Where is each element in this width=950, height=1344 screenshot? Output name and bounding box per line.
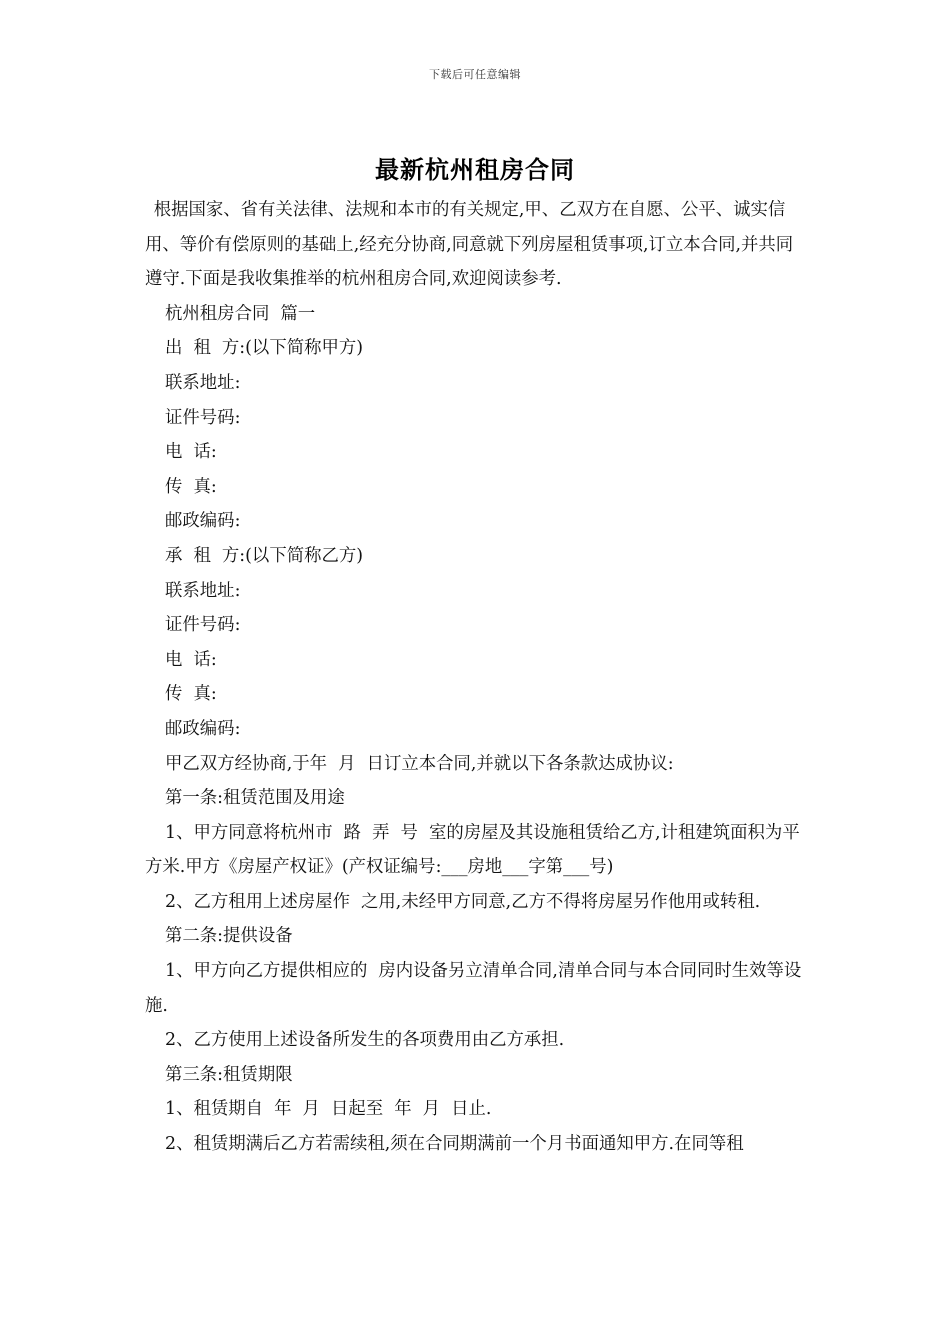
lessee-postcode-line: 邮政编码: bbox=[165, 718, 241, 739]
lessee-fax-line: 传 真: bbox=[165, 684, 217, 705]
article-three-clause-2: 2、租赁期满后乙方若需续租,须在合同期满前一个月书面通知甲方.在同等租 bbox=[165, 1134, 744, 1155]
document-title: 最新杭州租房合同 bbox=[375, 156, 575, 184]
article-two-clause-1: 1、甲方向乙方提供相应的 房内设备另立清单合同,清单合同与本合同同时生效等设施. bbox=[145, 961, 802, 1016]
article-two-heading: 第二条:提供设备 bbox=[165, 926, 293, 947]
article-one-clause-1: 1、甲方同意将杭州市 路 弄 号 室的房屋及其设施租赁给乙方,计租建筑面积为平方米.甲方《房屋产权证》(产权证编号:___房地___字第___号) bbox=[145, 822, 800, 878]
lessee-id-line: 证件号码: bbox=[165, 615, 241, 636]
lessor-postcode-line: 邮政编码: bbox=[165, 511, 241, 532]
article-one-clause-2: 2、乙方租用上述房屋作 之用,未经甲方同意,乙方不得将房屋另作他用或转租. bbox=[165, 891, 761, 912]
header-note: 下载后可任意编辑 bbox=[429, 68, 521, 81]
article-one-heading: 第一条:租赁范围及用途 bbox=[165, 788, 345, 809]
article-three-clause-1: 1、租赁期自 年 月 日起至 年 月 日止. bbox=[165, 1099, 492, 1120]
section-heading-part-one: 杭州租房合同 篇一 bbox=[165, 303, 316, 324]
document-body bbox=[145, 193, 810, 1162]
lessor-fax-line: 传 真: bbox=[165, 476, 217, 497]
article-three-heading: 第三条:租赁期限 bbox=[165, 1064, 293, 1085]
lessor-phone-line: 电 话: bbox=[165, 442, 217, 463]
lessor-address-line: 联系地址: bbox=[165, 372, 241, 393]
lessor-id-line: 证件号码: bbox=[165, 407, 241, 428]
lessee-address-line: 联系地址: bbox=[165, 580, 241, 601]
lessee-phone-line: 电 话: bbox=[165, 649, 217, 670]
intro-paragraph: 根据国家、省有关法律、法规和本市的有关规定,甲、乙双方在自愿、公平、诚实信用、等价有偿原则的基础上,经充分协商,同意就下列房屋租赁事项,订立本合同,并共同遵守.下面是我收集推举的杭州租房合同,欢迎阅读参考. bbox=[145, 200, 794, 290]
lessor-line: 出 租 方:(以下简称甲方) bbox=[165, 338, 364, 359]
article-two-clause-2: 2、乙方使用上述设备所发生的各项费用由乙方承担. bbox=[165, 1030, 565, 1051]
agreement-paragraph: 甲乙双方经协商,于年 月 日订立本合同,并就以下各条款达成协议: bbox=[165, 753, 674, 774]
lessee-line: 承 租 方:(以下简称乙方) bbox=[165, 545, 364, 566]
